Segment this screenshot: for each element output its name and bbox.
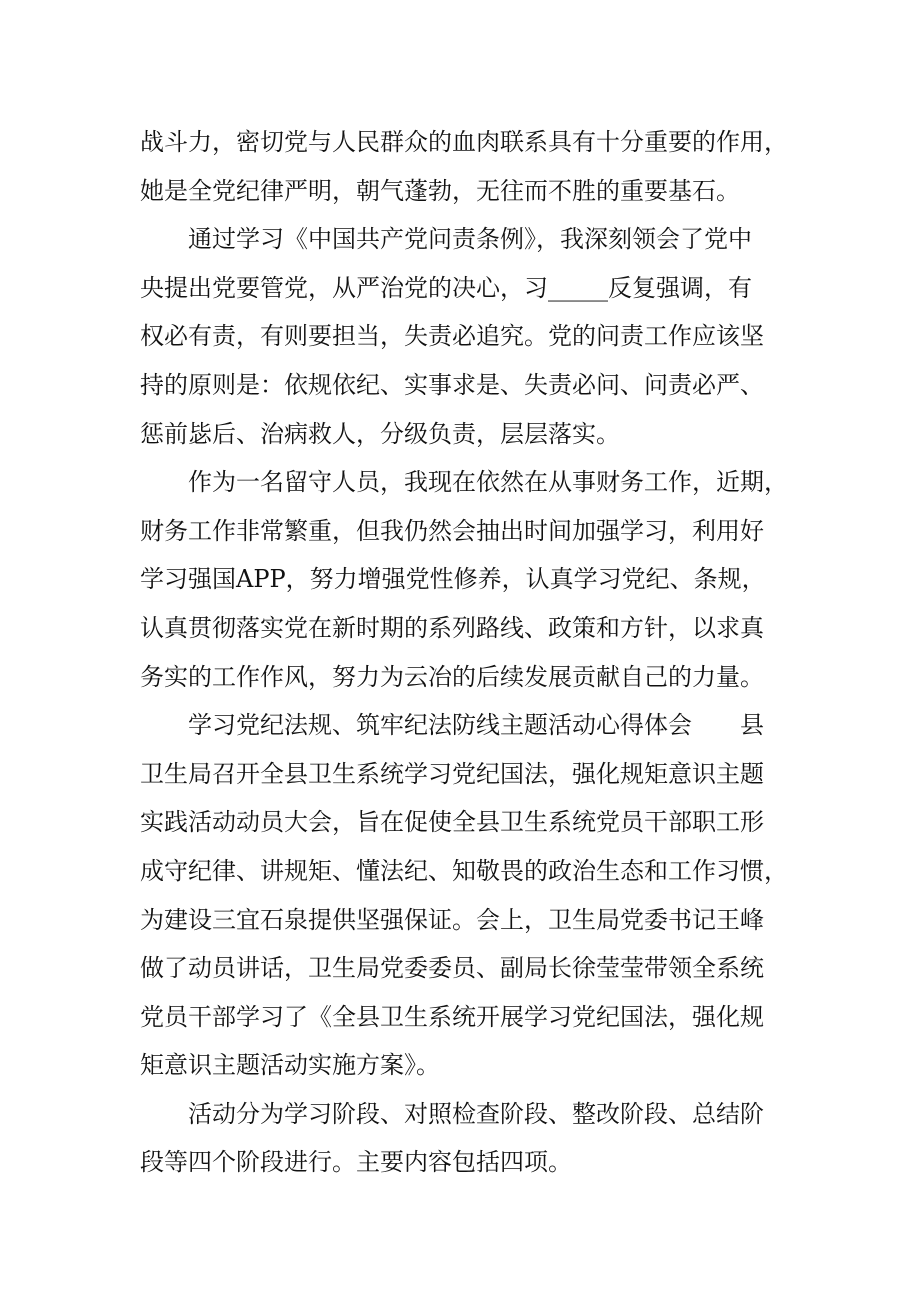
document-line: 央提出党要管党，从严治党的决心，习_____反复强调，有 xyxy=(140,273,752,302)
document-line: 卫生局召开全县卫生系统学习党纪国法，强化规矩意识主题 xyxy=(140,759,764,788)
document-line: 财务工作非常繁重，但我仍然会抽出时间加强学习，利用好 xyxy=(140,516,764,545)
document-line: 认真贯彻落实党在新时期的系列路线、政策和方针，以求真 xyxy=(140,613,764,642)
document-line: 党员干部学习了《全县卫生系统开展学习党纪国法，强化规 xyxy=(140,1002,764,1031)
document-line: 学习党纪法规、筑牢纪法防线主题活动心得体会 县 xyxy=(188,711,764,740)
document-line: 权必有责，有则要担当，失责必追究。党的问责工作应该坚 xyxy=(140,322,764,351)
document-line: 成守纪律、讲规矩、懂法纪、知敬畏的政治生态和工作习惯， xyxy=(140,856,788,885)
document-line: 矩意识主题活动实施方案》。 xyxy=(140,1051,440,1080)
document-line: 她是全党纪律严明，朝气蓬勃，无往而不胜的重要基石。 xyxy=(140,176,740,205)
document-line: 作为一名留守人员，我现在依然在从事财务工作，近期， xyxy=(188,468,788,497)
document-line: 持的原则是：依规依纪、实事求是、失责必问、问责必严、 xyxy=(140,370,764,399)
document-line: 通过学习《中国共产党问责条例》，我深刻领会了党中 xyxy=(188,225,752,254)
document-line: 战斗力，密切党与人民群众的血肉联系具有十分重要的作用， xyxy=(140,128,788,156)
document-line: 学习强国APP，努力增强党性修养，认真学习党纪、条规， xyxy=(140,565,766,594)
document-line: 做了动员讲话，卫生局党委委员、副局长徐莹莹带领全系统 xyxy=(140,954,764,983)
document-body xyxy=(140,118,800,1187)
document-line: 段等四个阶段进行。主要内容包括四项。 xyxy=(140,1148,572,1177)
document-line: 为建设三宜石泉提供坚强保证。会上，卫生局党委书记王峰 xyxy=(140,905,764,934)
document-line: 活动分为学习阶段、对照检查阶段、整改阶段、总结阶 xyxy=(188,1099,764,1128)
document-line: 务实的工作作风，努力为云冶的后续发展贡献自己的力量。 xyxy=(140,662,764,691)
document-line: 惩前毖后、治病救人，分级负责，层层落实。 xyxy=(140,419,620,448)
document-line: 实践活动动员大会，旨在促使全县卫生系统党员干部职工形 xyxy=(140,808,764,837)
